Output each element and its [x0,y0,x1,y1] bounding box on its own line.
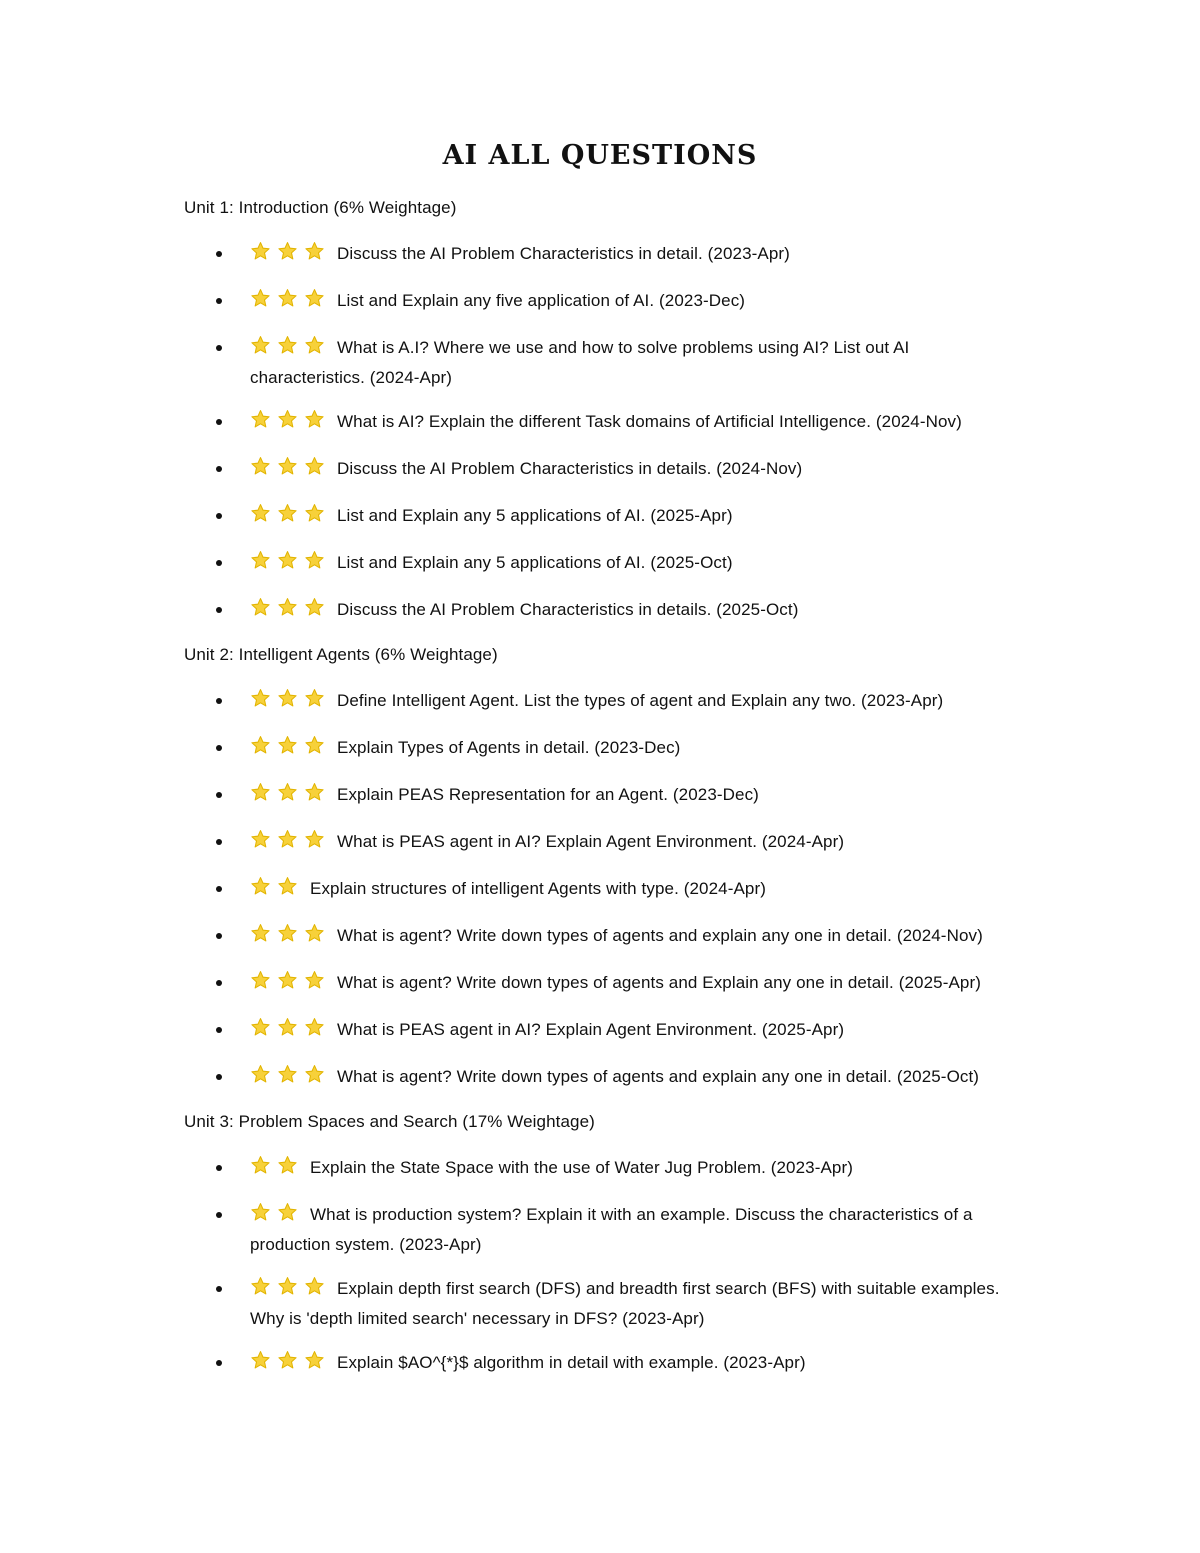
question-item [184,687,1024,717]
unit-section [184,1110,1024,1379]
star-rating [250,970,331,999]
star-icon [250,550,271,571]
star-icon [250,288,271,309]
star-icon [304,1276,325,1297]
question-item [184,1201,1024,1258]
question-text: List and Explain any 5 applications of AI. (2025-Oct) [337,553,733,572]
star-rating [250,550,331,579]
question-text: Explain PEAS Representation for an Agent. (2023-Dec) [337,785,759,804]
star-icon [250,241,271,262]
star-icon [277,456,298,477]
star-rating [250,597,331,626]
bullet-icon [216,1360,222,1366]
question-item [184,734,1024,764]
star-icon [250,409,271,430]
bullet-icon [216,607,222,613]
question-text: Explain depth first search (DFS) and breadth first search (BFS) with suitable examples. Why is 'depth limited search' necessary in DFS? (2023-Apr) [250,1279,1000,1328]
question-item [184,408,1024,438]
bullet-icon [216,745,222,751]
star-rating [250,503,331,532]
star-icon [277,1350,298,1371]
bullet-icon [216,560,222,566]
bullet-icon [216,345,222,351]
star-rating [250,409,331,438]
star-icon [304,923,325,944]
star-icon [277,1017,298,1038]
star-icon [277,409,298,430]
bullet-icon [216,1074,222,1080]
question-item [184,1154,1024,1184]
unit-heading: Unit 3: Problem Spaces and Search (17% Weightage) [184,1112,595,1131]
bullet-icon [216,1165,222,1171]
star-icon [277,1064,298,1085]
question-item [184,1275,1024,1332]
star-icon [304,829,325,850]
question-list [184,1154,1024,1379]
question-item [184,287,1024,317]
unit-section [184,643,1024,1093]
question-text: Define Intelligent Agent. List the types of agent and Explain any two. (2023-Apr) [337,691,944,710]
question-text: What is PEAS agent in AI? Explain Agent Environment. (2024-Apr) [337,832,845,851]
star-icon [304,409,325,430]
star-icon [277,335,298,356]
question-text: What is PEAS agent in AI? Explain Agent Environment. (2025-Apr) [337,1020,845,1039]
bullet-icon [216,1286,222,1292]
bullet-icon [216,839,222,845]
star-icon [250,829,271,850]
star-icon [304,456,325,477]
star-icon [304,335,325,356]
bullet-icon [216,419,222,425]
unit-heading: Unit 1: Introduction (6% Weightage) [184,198,457,217]
star-icon [304,550,325,571]
star-icon [250,456,271,477]
star-icon [250,970,271,991]
star-icon [304,1017,325,1038]
star-icon [250,782,271,803]
star-icon [277,550,298,571]
question-item [184,240,1024,270]
question-text: What is AI? Explain the different Task domains of Artificial Intelligence. (2024-Nov) [337,412,962,431]
question-item [184,1063,1024,1093]
question-item [184,1016,1024,1046]
star-icon [304,970,325,991]
question-text: Discuss the AI Problem Characteristics in detail. (2023-Apr) [337,244,790,263]
star-rating [250,1276,331,1305]
question-item [184,502,1024,532]
star-icon [277,782,298,803]
question-item [184,455,1024,485]
question-item [184,922,1024,952]
question-text: Discuss the AI Problem Characteristics in details. (2025-Oct) [337,600,799,619]
unit-heading: Unit 2: Intelligent Agents (6% Weightage) [184,645,498,664]
bullet-icon [216,886,222,892]
star-icon [277,735,298,756]
star-icon [304,1350,325,1371]
star-rating [250,876,304,905]
bullet-icon [216,251,222,257]
star-icon [304,688,325,709]
star-rating [250,241,331,270]
star-icon [250,688,271,709]
star-icon [304,735,325,756]
bullet-icon [216,1027,222,1033]
star-icon [250,1064,271,1085]
star-rating [250,735,331,764]
question-item [184,875,1024,905]
star-rating [250,923,331,952]
star-rating [250,829,331,858]
star-icon [304,241,325,262]
star-icon [277,923,298,944]
star-rating [250,1202,304,1231]
question-item [184,549,1024,579]
star-icon [250,923,271,944]
question-text: What is agent? Write down types of agents and explain any one in detail. (2025-Oct) [337,1067,980,1086]
question-item [184,1349,1024,1379]
question-item [184,596,1024,626]
star-icon [277,970,298,991]
question-text: Explain Types of Agents in detail. (2023-Dec) [337,738,681,757]
question-list [184,687,1024,1093]
star-icon [277,1155,298,1176]
star-rating [250,688,331,717]
questions-content [184,196,1024,1396]
star-icon [304,782,325,803]
star-icon [277,1276,298,1297]
bullet-icon [216,1212,222,1218]
star-icon [277,597,298,618]
star-icon [250,1155,271,1176]
bullet-icon [216,698,222,704]
star-rating [250,782,331,811]
star-icon [250,597,271,618]
star-icon [250,876,271,897]
star-rating [250,1350,331,1379]
star-rating [250,288,331,317]
star-icon [250,1350,271,1371]
star-icon [250,1276,271,1297]
star-icon [304,1064,325,1085]
star-icon [250,1017,271,1038]
star-rating [250,456,331,485]
bullet-icon [216,792,222,798]
question-item [184,969,1024,999]
question-text: List and Explain any 5 applications of AI. (2025-Apr) [337,506,733,525]
bullet-icon [216,933,222,939]
star-icon [277,1202,298,1223]
star-icon [277,241,298,262]
question-text: What is agent? Write down types of agents and Explain any one in detail. (2025-Apr) [337,973,981,992]
question-text: What is agent? Write down types of agents and explain any one in detail. (2024-Nov) [337,926,983,945]
question-text: Explain structures of intelligent Agents with type. (2024-Apr) [310,879,766,898]
unit-section [184,196,1024,626]
star-icon [250,1202,271,1223]
question-text: What is A.I? Where we use and how to solve problems using AI? List out AI characteristics. (2024-Apr) [250,338,910,387]
star-icon [250,735,271,756]
star-rating [250,1017,331,1046]
bullet-icon [216,513,222,519]
question-text: Explain $AO^{*}$ algorithm in detail with example. (2023-Apr) [337,1353,806,1372]
star-rating [250,1155,304,1184]
question-item [184,334,1024,391]
question-text: List and Explain any five application of AI. (2023-Dec) [337,291,746,310]
question-item [184,781,1024,811]
star-icon [304,503,325,524]
star-icon [277,503,298,524]
star-icon [250,335,271,356]
question-list [184,240,1024,626]
document-title: AI ALL QUESTIONS [442,140,758,171]
star-rating [250,1064,331,1093]
star-icon [250,503,271,524]
star-icon [277,288,298,309]
star-icon [277,876,298,897]
question-text: What is production system? Explain it with an example. Discuss the characteristics of a production system. (2023-Apr) [250,1205,973,1254]
bullet-icon [216,298,222,304]
star-icon [304,597,325,618]
bullet-icon [216,466,222,472]
question-text: Explain the State Space with the use of Water Jug Problem. (2023-Apr) [310,1158,853,1177]
star-icon [277,688,298,709]
star-rating [250,335,331,364]
star-icon [277,829,298,850]
bullet-icon [216,980,222,986]
question-text: Discuss the AI Problem Characteristics in details. (2024-Nov) [337,459,803,478]
star-icon [304,288,325,309]
question-item [184,828,1024,858]
